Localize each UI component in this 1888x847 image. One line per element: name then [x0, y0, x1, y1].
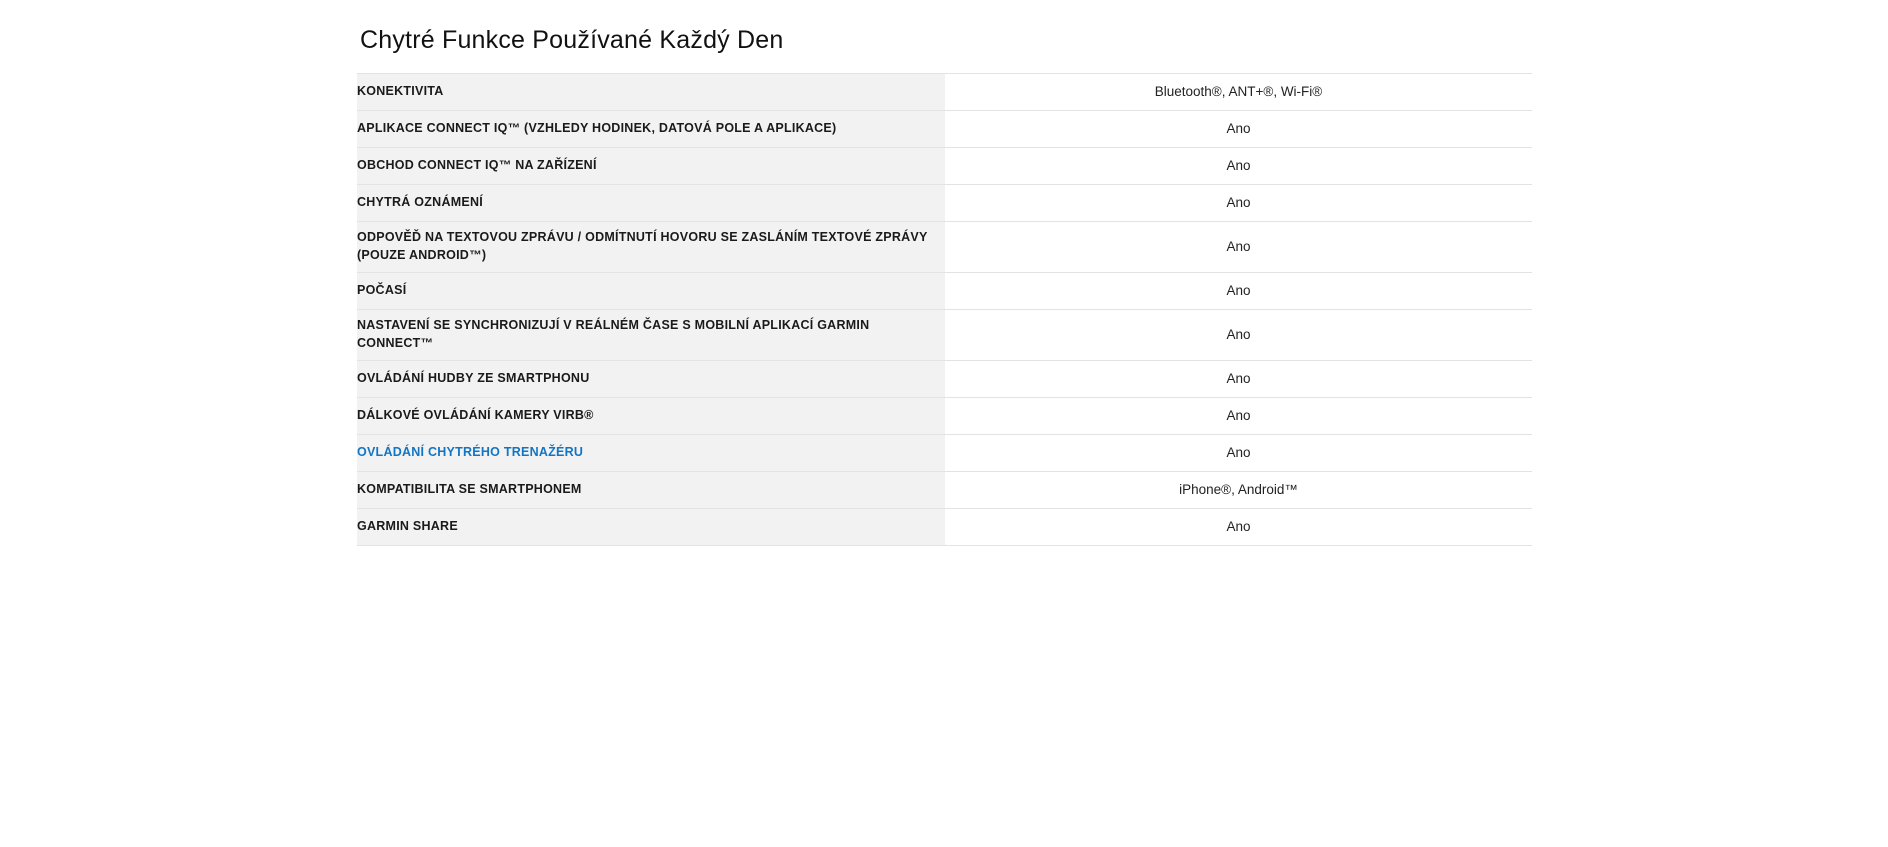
spec-label [357, 111, 945, 148]
spec-value-text: Ano [1226, 407, 1251, 423]
spec-label [357, 148, 945, 185]
spec-label-text: DÁLKOVÉ OVLÁDÁNÍ KAMERY VIRB® [357, 408, 594, 423]
table-row [357, 148, 1532, 185]
spec-label [357, 74, 945, 111]
table-row [357, 310, 1532, 361]
spec-label-text: CHYTRÁ OZNÁMENÍ [357, 195, 483, 210]
spec-label [357, 472, 945, 509]
spec-label-text: GARMIN SHARE [357, 519, 458, 534]
spec-value-text: Ano [1226, 326, 1251, 342]
spec-value [945, 435, 1532, 472]
spec-value [945, 509, 1532, 546]
spec-label-text[interactable]: OVLÁDÁNÍ CHYTRÉHO TRENAŽÉRU [357, 445, 584, 460]
spec-label-link[interactable] [357, 435, 945, 472]
spec-value [945, 472, 1532, 509]
spec-label-text: OBCHOD CONNECT IQ™ NA ZAŘÍZENÍ [357, 158, 597, 173]
spec-label-text: NASTAVENÍ SE SYNCHRONIZUJÍ V REÁLNÉM ČASE S MOBILNÍ APLIKACÍ GARMIN CONNECT™ [357, 318, 870, 350]
spec-value-text: Ano [1226, 120, 1251, 136]
spec-value [945, 398, 1532, 435]
table-row [357, 185, 1532, 222]
table-row [357, 222, 1532, 273]
table-row [357, 111, 1532, 148]
specifications-table [357, 73, 1532, 546]
spec-value-text: Ano [1226, 444, 1251, 460]
spec-value-text: Ano [1226, 370, 1251, 386]
spec-label [357, 273, 945, 310]
spec-label [357, 509, 945, 546]
table-row [357, 74, 1532, 111]
spec-value [945, 222, 1532, 273]
spec-value-text: Ano [1226, 518, 1251, 534]
spec-value-text: iPhone®, Android™ [1179, 481, 1298, 497]
table-row [357, 472, 1532, 509]
spec-value [945, 185, 1532, 222]
table-row [357, 509, 1532, 546]
spec-value [945, 361, 1532, 398]
spec-label-text: OVLÁDÁNÍ HUDBY ZE SMARTPHONU [357, 371, 590, 386]
spec-value [945, 111, 1532, 148]
spec-label [357, 222, 945, 273]
specifications-table-body [357, 74, 1532, 546]
spec-label-text: ODPOVĚĎ NA TEXTOVOU ZPRÁVU / ODMÍTNUTÍ HOVORU SE ZASLÁNÍM TEXTOVÉ ZPRÁVY (POUZE ANDROID™) [357, 230, 928, 262]
spec-label-text: POČASÍ [357, 283, 407, 298]
spec-label [357, 310, 945, 361]
table-row [357, 361, 1532, 398]
spec-value-text: Ano [1226, 157, 1251, 173]
spec-value [945, 273, 1532, 310]
spec-label-text: KOMPATIBILITA SE SMARTPHONEM [357, 482, 582, 497]
spec-value [945, 148, 1532, 185]
spec-label-text: APLIKACE CONNECT IQ™ (VZHLEDY HODINEK, DATOVÁ POLE A APLIKACE) [357, 121, 837, 136]
specifications-section [357, 0, 1532, 546]
page-title: Chytré Funkce Používané Každý Den [360, 26, 784, 54]
table-row [357, 398, 1532, 435]
spec-value-text: Ano [1226, 282, 1251, 298]
spec-label [357, 398, 945, 435]
table-row [357, 273, 1532, 310]
spec-label-text: KONEKTIVITA [357, 84, 444, 99]
spec-value [945, 310, 1532, 361]
spec-label [357, 185, 945, 222]
spec-value [945, 74, 1532, 111]
spec-value-text: Ano [1226, 194, 1251, 210]
spec-value-text: Ano [1226, 238, 1251, 254]
spec-label [357, 361, 945, 398]
table-row [357, 435, 1532, 472]
spec-value-text: Bluetooth®, ANT+®, Wi-Fi® [1154, 83, 1323, 99]
